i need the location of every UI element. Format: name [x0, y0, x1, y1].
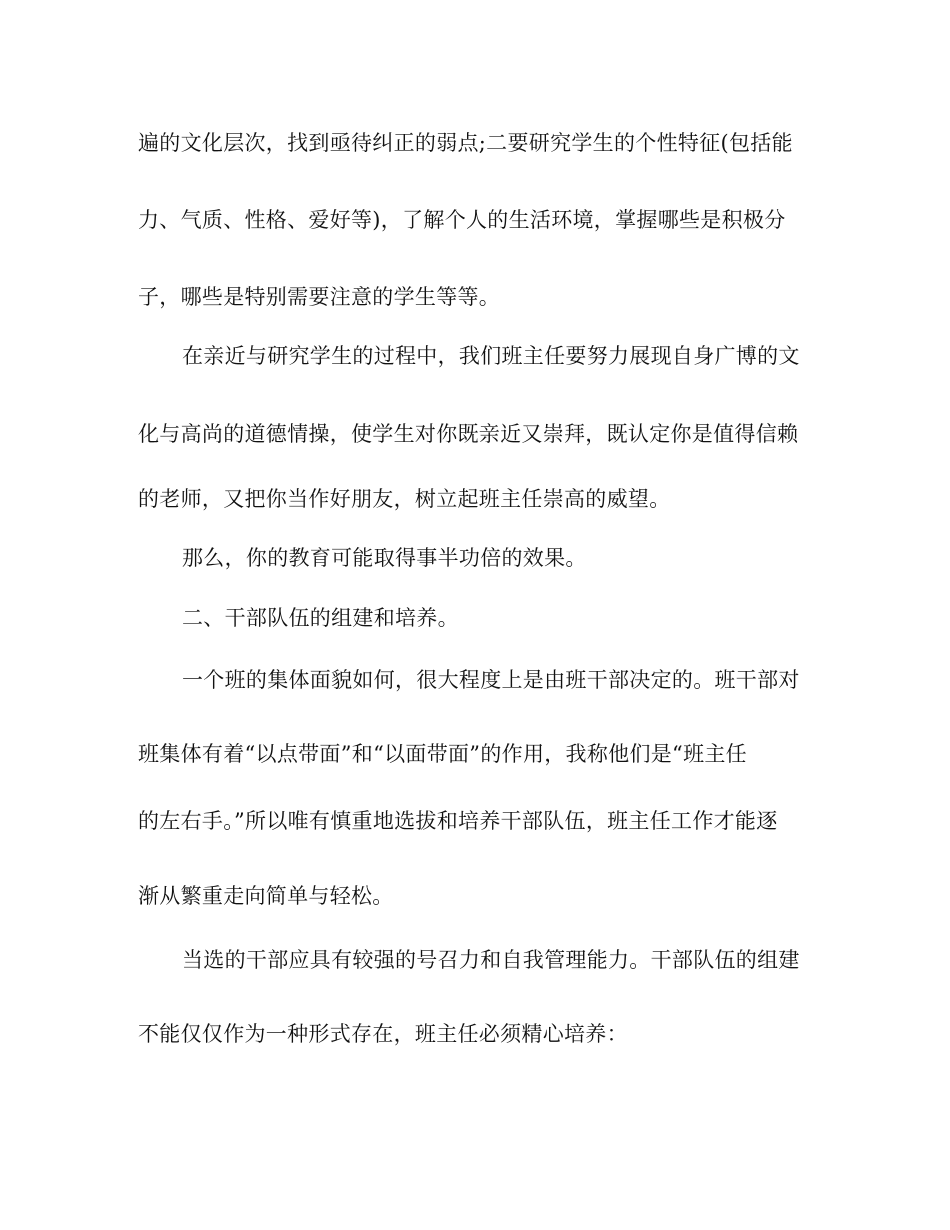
text-line: 班集体有着“以点带面”和“以面带面”的作用，我称他们是“班主任	[138, 742, 747, 766]
paragraph-first-line: 当选的干部应具有较强的号召力和自我管理能力。干部队伍的组建	[182, 948, 800, 972]
text-line: 的左右手。”所以唯有慎重地选拔和培养干部队伍，班主任工作才能逐	[138, 809, 778, 833]
paragraph-first-line: 那么，你的教育可能取得事半功倍的效果。	[182, 546, 587, 570]
text-line: 的老师，又把你当作好朋友，树立起班主任崇高的威望。	[138, 487, 671, 511]
text-line: 渐从繁重走向简单与轻松。	[138, 884, 394, 908]
paragraph-first-line: 一个班的集体面貌如何，很大程度上是由班干部决定的。班干部对	[182, 668, 800, 692]
text-line: 子，哪些是特别需要注意的学生等等。	[138, 285, 501, 309]
text-line: 力、气质、性格、爱好等)，了解个人的生活环境，掌握哪些是积极分	[138, 208, 786, 232]
text-line: 化与高尚的道德情操，使学生对你既亲近又崇拜，既认定你是值得信赖	[138, 422, 799, 446]
text-line: 遍的文化层次，找到亟待纠正的弱点;二要研究学生的个性特征(包括能	[138, 131, 793, 155]
text-line: 不能仅仅作为一种形式存在，班主任必须精心培养：	[138, 1022, 628, 1046]
section-heading: 二、干部队伍的组建和培养。	[182, 606, 459, 630]
paragraph-first-line: 在亲近与研究学生的过程中，我们班主任要努力展现自身广博的文	[182, 344, 800, 368]
